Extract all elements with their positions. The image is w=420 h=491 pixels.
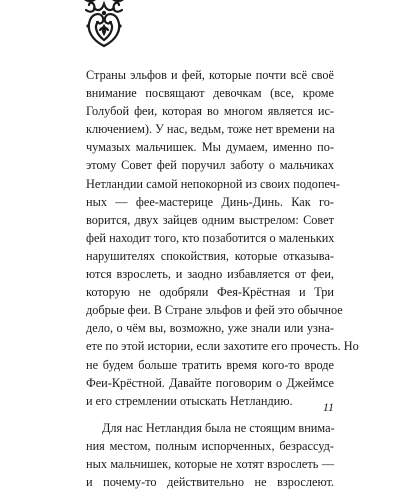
text-line: ных мальчишек, которые не хотят взрослеть — bbox=[86, 456, 334, 471]
text-line: внимание посвящают девочкам (все, кроме bbox=[86, 86, 334, 101]
text-line: Феи-Крёстной. Давайте поговорим о Джеймсе bbox=[86, 375, 334, 390]
text-line: и почему-то действительно не взрослеют. bbox=[86, 475, 334, 490]
text-line: Для нас Нетландия была не стоящим внима- bbox=[102, 420, 335, 435]
text-line: Нетландии самой непокорной из своих подопеч- bbox=[86, 176, 340, 191]
text-line: ключением). У нас, ведьм, тоже нет времени на bbox=[86, 122, 335, 137]
scroll-ornament-icon bbox=[82, 0, 126, 48]
text-line: добрые феи. В Стране эльфов и фей это обычное bbox=[86, 303, 343, 318]
body-text bbox=[86, 66, 359, 491]
text-line: ных — фее-мастерице Динь-Динь. Как го- bbox=[86, 194, 334, 209]
text-line: и его стремлении отыскать Нетландию. bbox=[86, 393, 293, 408]
text-line: чумазых мальчишек. Мы думаем, именно по- bbox=[86, 140, 334, 155]
text-line: ете по этой истории, если захотите его прочесть. Но bbox=[86, 339, 359, 354]
text-line: ния местом, полным испорченных, безрассуд- bbox=[86, 438, 334, 453]
text-line: фей находит того, кто позаботится о маленьких bbox=[86, 230, 335, 245]
text-line: Голубой феи, которая во многом является ис- bbox=[86, 104, 334, 119]
page-number: 11 bbox=[322, 400, 334, 414]
text-line: Страны эльфов и фей, которые почти всё своё bbox=[86, 68, 334, 82]
text-line: не будем больше тратить время кого-то вроде bbox=[86, 357, 334, 372]
text-line: нарушителях спокойствия, которые отказыва- bbox=[86, 248, 334, 263]
text-line: которую не одобряли Фея-Крёстная и Три bbox=[86, 285, 334, 300]
text-line: дело, о чём вы, возможно, уже знали или узна- bbox=[86, 321, 334, 336]
text-line: ворится, двух зайцев одним выстрелом: Совет bbox=[86, 212, 334, 227]
text-line: этому Совет фей поручил заботу о мальчиках bbox=[86, 158, 334, 173]
text-line: ются взрослеть, и заодно избавляется от феи, bbox=[86, 267, 334, 282]
